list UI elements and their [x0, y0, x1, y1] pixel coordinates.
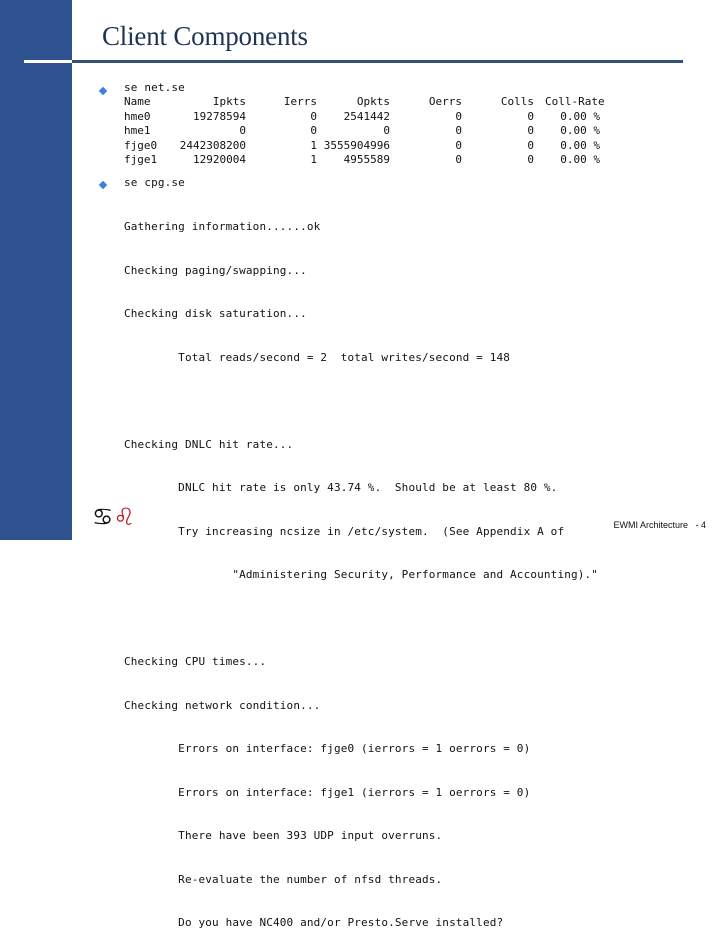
cell-opkts: 2541442 — [343, 109, 390, 123]
output-line: "Administering Security, Performance and Accounting)." — [124, 568, 599, 581]
header-colls: Colls — [500, 95, 534, 108]
cell-ierrs: 0 — [310, 124, 317, 137]
output-line: Gathering information......ok — [124, 220, 321, 233]
cell-opkts: 4955589 — [343, 153, 390, 166]
cell-coll-rate: 0.00 % — [560, 124, 600, 137]
output-line: There have been 393 UDP input overruns. — [124, 829, 443, 842]
output-line — [124, 394, 598, 409]
output-line: Total reads/second = 2 total writes/second = 148 — [124, 350, 511, 364]
cell-coll-rate: 0.00 % — [560, 138, 600, 152]
cell-ipkts: 2442308200 — [179, 138, 246, 152]
cancer-symbol-icon: ♋ — [92, 503, 114, 531]
header-ierrs: Ierrs — [283, 95, 317, 108]
cell-opkts: 0 — [383, 124, 390, 137]
output-line: Try increasing ncsize in /etc/system. (See Appendix A of — [124, 524, 565, 538]
netse-command: se net.se — [124, 81, 185, 94]
cell-oerrs: 0 — [455, 109, 462, 123]
cell-oerrs: 0 — [455, 124, 462, 137]
cell-ierrs: 1 — [310, 153, 317, 166]
output-line: Checking CPU times... — [124, 655, 267, 668]
cell-ipkts: 19278594 — [193, 109, 246, 123]
cell-coll-rate: 0.00 % — [560, 109, 600, 123]
bullet-diamond-icon — [99, 181, 107, 189]
slide-footer: EWMI Architecture - 4 — [613, 520, 706, 530]
output-line: Checking paging/swapping... — [124, 263, 307, 277]
output-line: Errors on interface: fjge0 (ierrors = 1 oerrors = 0) — [124, 742, 531, 755]
header-opkts: Opkts — [356, 95, 390, 108]
leo-symbol-icon: ♌ — [113, 503, 136, 531]
output-line: DNLC hit rate is only 43.74 %. Should be at least 80 %. — [124, 481, 558, 494]
cell-opkts: 3555904996 — [323, 138, 390, 152]
cell-colls: 0 — [527, 153, 534, 166]
cell-ipkts: 12920004 — [193, 153, 246, 166]
sidebar-accent-line — [24, 60, 72, 63]
cell-colls: 0 — [527, 138, 534, 152]
header-ipkts: Ipkts — [212, 95, 246, 108]
cell-ipkts: 0 — [239, 124, 246, 137]
cell-oerrs: 0 — [455, 138, 462, 152]
header-oerrs: Oerrs — [428, 95, 462, 108]
cell-ierrs: 0 — [310, 109, 317, 123]
cpgse-output — [124, 191, 598, 945]
logo — [92, 502, 135, 532]
output-line: Errors on interface: fjge1 (ierrors = 1 oerrors = 0) — [124, 785, 531, 799]
cell-name: fjge0 — [124, 138, 158, 152]
cell-name: hme0 — [124, 109, 151, 123]
header-coll-rate: Coll-Rate — [545, 95, 605, 108]
cell-colls: 0 — [527, 124, 534, 137]
cell-name: hme1 — [124, 124, 151, 137]
output-line: Do you have NC400 and/or Presto.Serve installed? — [124, 916, 504, 929]
output-line: Re-evaluate the number of nfsd threads. — [124, 872, 443, 886]
cell-oerrs: 0 — [455, 153, 462, 166]
bullet-diamond-icon — [99, 87, 107, 95]
cpgse-command: se cpg.se — [124, 176, 185, 189]
output-line: Checking DNLC hit rate... — [124, 437, 294, 451]
cell-coll-rate: 0.00 % — [560, 153, 600, 166]
output-line: Checking disk saturation... — [124, 307, 307, 320]
header-name: Name — [124, 95, 151, 108]
cell-colls: 0 — [527, 109, 534, 123]
output-line — [124, 612, 598, 627]
sidebar-band — [0, 0, 72, 540]
output-line: Checking network condition... — [124, 698, 321, 712]
slide-title: Client Components — [102, 21, 308, 51]
cell-ierrs: 1 — [310, 138, 317, 152]
cell-name: fjge1 — [124, 153, 158, 166]
title-rule — [72, 60, 683, 63]
